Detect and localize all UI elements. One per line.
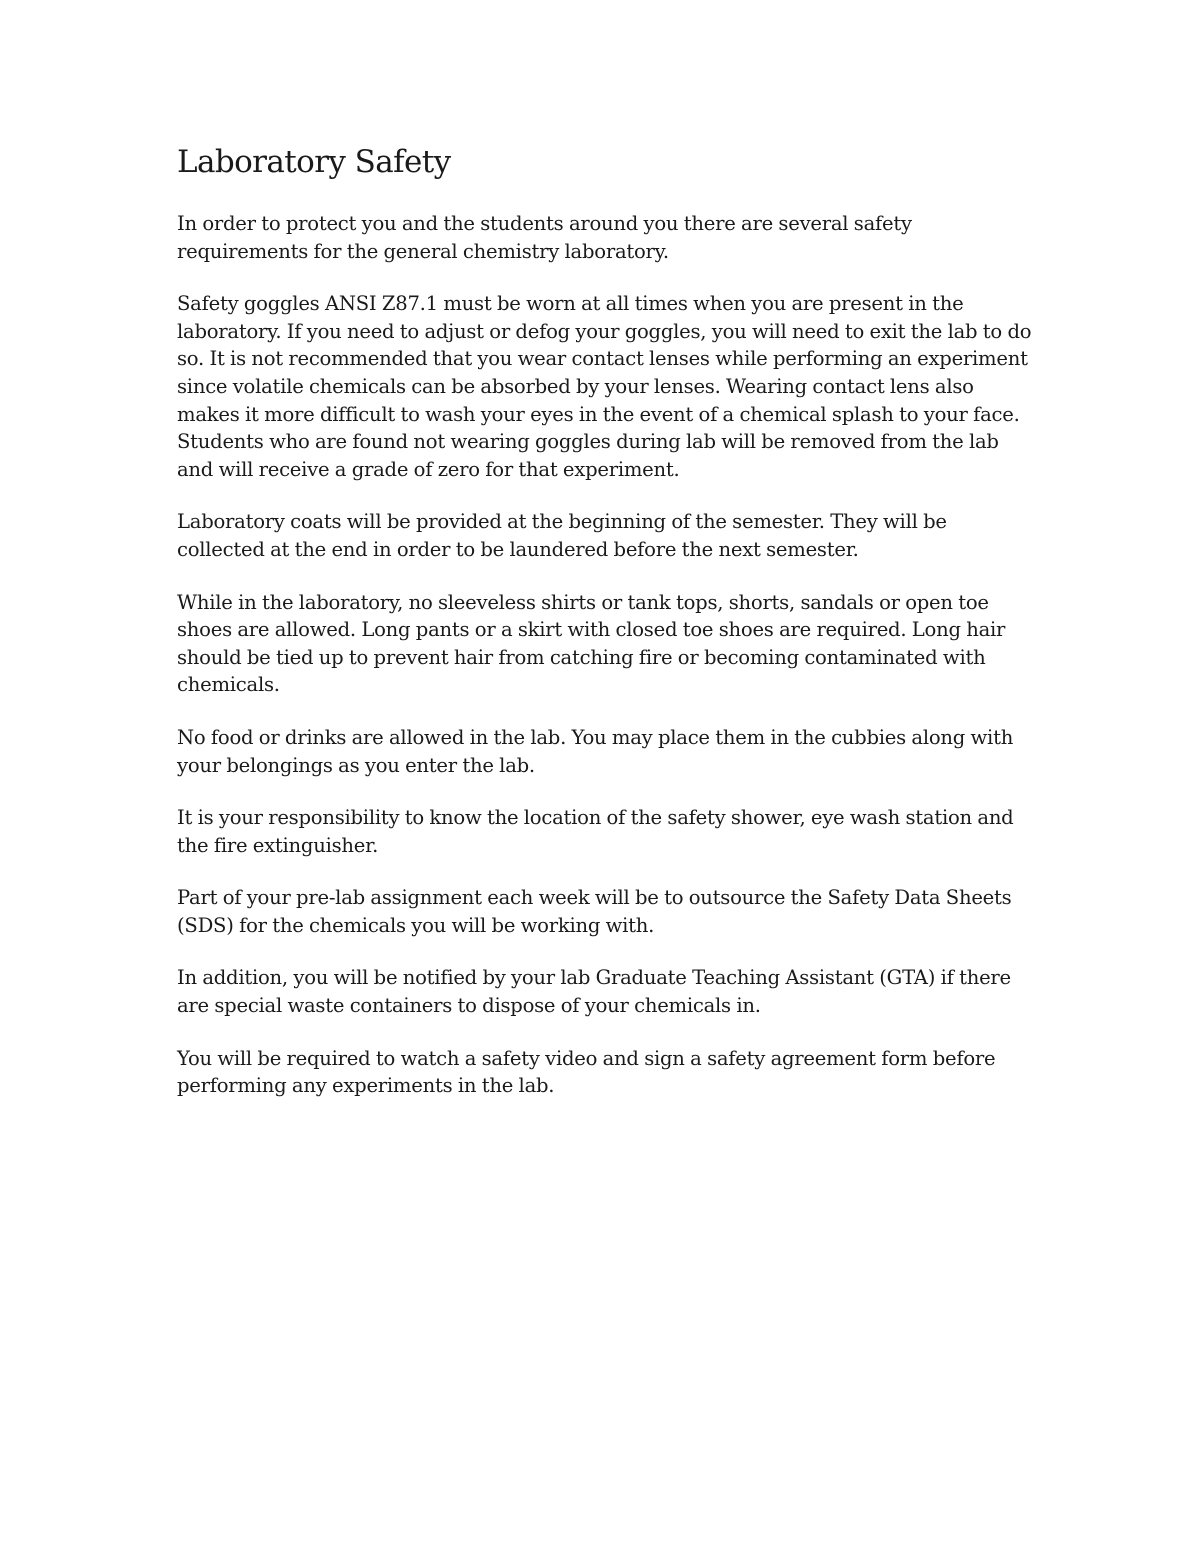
paragraph-safety-equipment: It is your responsibility to know the location of the safety shower, eye wash station and the fire extinguisher. <box>177 806 1014 857</box>
document-body <box>177 140 1037 1100</box>
paragraph-sds: Part of your pre-lab assignment each week will be to outsource the Safety Data Sheets (SDS) for the chemicals you will be working with. <box>177 886 1012 937</box>
paragraph-safety-video: You will be required to watch a safety video and sign a safety agreement form before performing any experiments in the lab. <box>177 1046 996 1098</box>
paragraph-food-drinks: No food or drinks are allowed in the lab. You may place them in the cubbies along with your belongings as you enter the lab. <box>177 725 1014 777</box>
paragraph-waste-containers: In addition, you will be notified by your lab Graduate Teaching Assistant (GTA) if there are special waste containers to dispose of your chemicals in. <box>177 966 1011 1018</box>
document-title: Laboratory Safety <box>177 144 451 180</box>
paragraph-dress-code: While in the laboratory, no sleeveless shirts or tank tops, shorts, sandals or open toe shoes are allowed. Long pants or a skirt with closed toe shoes are required. Long hair should be tied up to prevent hair from catching fire or becoming contaminated with chemicals. <box>177 590 1006 697</box>
paragraph-lab-coats: Laboratory coats will be provided at the beginning of the semester. They will be collected at the end in order to be laundered before the next semester. <box>177 510 947 561</box>
paragraph-goggles: Safety goggles ANSI Z87.1 must be worn at all times when you are present in the laboratory. If you need to adjust or defog your goggles, you will need to exit the lab to do so. It is not recommended that you wear contact lenses while performing an experiment since volatile chemicals can be absorbed by your lenses. Wearing contact lens also makes it more difficult to wash your eyes in the event of a chemical splash to your face. Students who are found not wearing goggles during lab will be removed from the lab and will receive a grade of zero for that experiment. <box>177 292 1032 481</box>
paragraph-intro: In order to protect you and the students around you there are several safety requirements for the general chemistry laboratory. <box>177 212 912 263</box>
